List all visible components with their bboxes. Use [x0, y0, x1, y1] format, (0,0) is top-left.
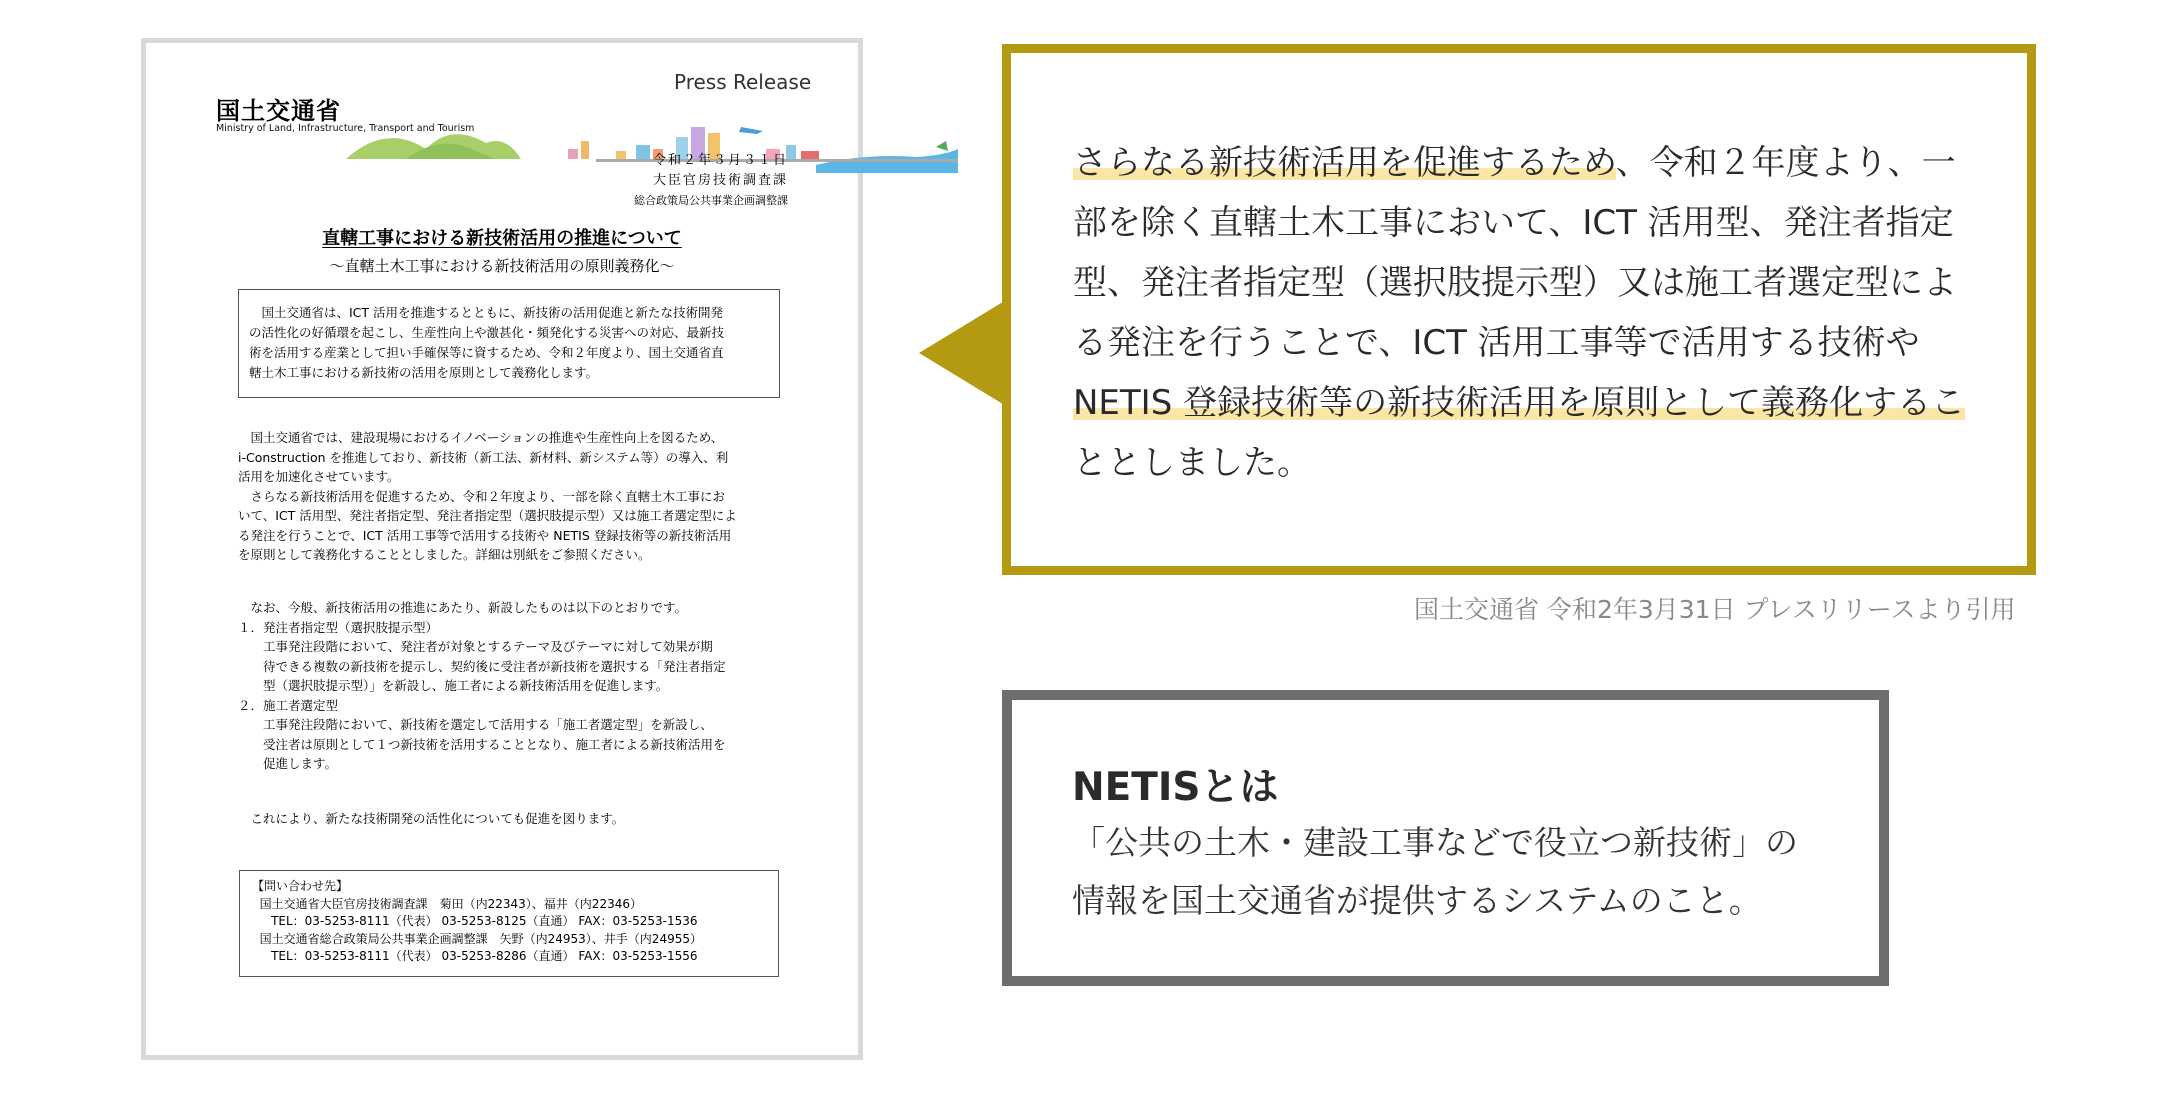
quote-highlight-2: NETIS 登録技術等の新技術活用を原則として義務化するこ: [1073, 383, 1966, 423]
document-subtitle: ～直轄土木工事における新技術活用の原則義務化～: [329, 257, 675, 275]
callout-pointer: [919, 297, 1011, 409]
summary-box: 国土交通省は、ICT 活用を推進するとともに、新技術の活用促進と新たな技術開発 の活性化の好循環を起こし、生産性向上や激甚化・頻発化する災害への対応、最新技 術を活用する産業として担い手確保等に資するため、令和２年度より、国土交通省直 轄土木工事における新技術の活用を原則として義務化します。: [238, 289, 780, 398]
document-date: 令和２年３月３１日: [652, 153, 788, 168]
document-body-2: なお、今般、新技術活用の推進にあたり、新設したものは以下のとおりです。 １．発注者指定型（選択肢提示型） 工事発注段階において、発注者が対象とするテーマ及びテーマに対して効果が期 待できる複数の新技術を提示し、契約後に受注者が新技術を選択する「発注者指定 型（選択肢提示型）」を新設し、施工者による新技術活用を促進します。 ２．施工者選定型 工事発注段階において、新技術を選定して活用する「施工者選定型」を新設し、 受注者は原則として１つ新技術を活用することとなり、施工者による新技術活用を 促進します。: [238, 600, 726, 771]
quote-line-4: る発注を行うことで、ICT 活用工事等で活用する技術や: [1073, 323, 1920, 363]
press-release-label: Press Release: [674, 70, 812, 94]
org-name-english: Ministry of Land, Infrastructure, Transport and Tourism: [216, 123, 475, 134]
netis-definition-box: [1002, 690, 1889, 986]
netis-description: 「公共の土木・建設工事などで役立つ新技術」の 情報を国土交通省が提供するシステムのこと。: [1072, 823, 1798, 920]
org-name: 国土交通省: [216, 97, 341, 125]
press-release-document: [141, 38, 863, 1060]
quote-line-6: ととしました。: [1073, 443, 1311, 483]
department-2: 総合政策局公共事業企画調整課: [634, 194, 788, 207]
quote-source: 国土交通省 令和2年3月31日 プレスリリースより引用: [1414, 595, 2016, 624]
quote-line-2: 部を除く直轄土木工事において、ICT 活用型、発注者指定: [1073, 203, 1954, 243]
department-1: 大臣官房技術調査課: [652, 173, 788, 188]
document-date-block: [634, 151, 788, 211]
document-body-1: 国土交通省では、建設現場におけるイノベーションの推進や生産性向上を図るため、 i-Construction を推進しており、新技術（新工法、新材料、新システム等）の導入、利 活用を加速化させています。 さらなる新技術活用を促進するため、令和２年度より、一部を除く直轄土木工事にお いて、ICT 活用型、発注者指定型、発注者指定型（選択肢提示型）又は施工者選定型によ る発注を行うことで、ICT 活用工事等で活用する技術や NETIS 登録技術等の新技術活用 を原則として義務化することとしました。詳細は別紙をご参照ください。: [238, 430, 737, 562]
document-header: [146, 43, 858, 207]
document-body-3: これにより、新たな技術開発の活性化についても促進を図ります。: [238, 811, 625, 826]
quote-line-1-rest: 、令和２年度より、一: [1615, 143, 1956, 183]
quote-line-3: 型、発注者指定型（選択肢提示型）又は施工者選定型によ: [1073, 263, 1957, 303]
contact-box: 【問い合わせ先】 国土交通省大臣官房技術調査課 菊田（内22343）、福井（内22346） TEL：03-5253-8111（代表） 03-5253-8125（直通） FAX：03-5253-1536 国土交通省総合政策局公共事業企画調整課 矢野（内24953）、井手（内24955） TEL：03-5253-8111（代表） 03-5253-8286（直通） FAX：03-5253-1556: [239, 870, 779, 977]
quote-callout: [1002, 44, 2036, 575]
document-title: 直轄工事における新技術活用の推進について: [322, 228, 682, 249]
quote-text: [1073, 133, 1983, 493]
quote-highlight-1: さらなる新技術活用を促進するため: [1073, 143, 1616, 183]
netis-heading: NETISとは: [1072, 765, 1279, 810]
